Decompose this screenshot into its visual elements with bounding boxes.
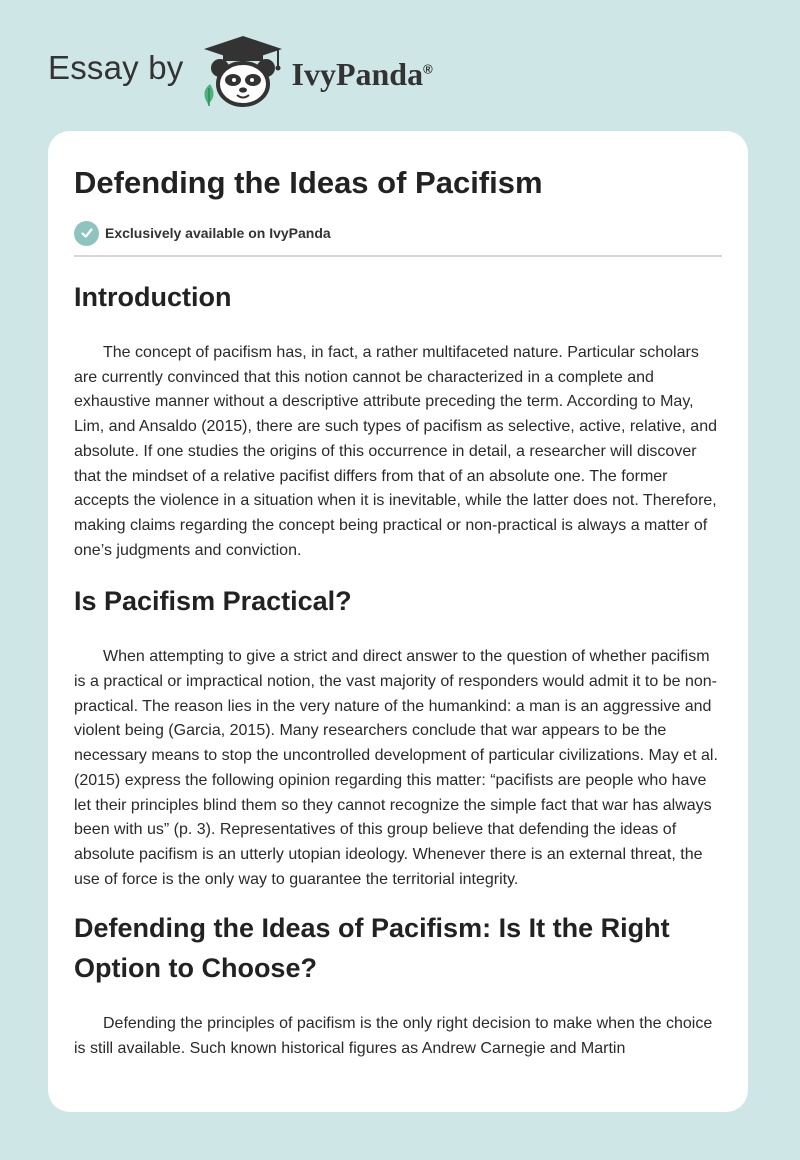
section-heading-introduction: Introduction	[74, 282, 232, 312]
brand-header[interactable]	[48, 34, 433, 110]
panda-logo-icon	[198, 34, 288, 110]
section-paragraph-defending: Defending the principles of pacifism is the only right decision to make when the choice is still available. Such known historical figures as Andrew Carnegie and Martin	[74, 1015, 713, 1058]
badge-text: Exclusively available on IvyPanda	[105, 225, 331, 241]
check-circle-icon	[74, 221, 99, 246]
brand-name: IvyPanda®	[291, 55, 433, 92]
exclusive-badge	[74, 220, 722, 246]
article-card	[48, 131, 748, 1112]
divider	[74, 255, 722, 257]
article-title: Defending the Ideas of Pacifism	[74, 165, 543, 200]
section-paragraph-practical: When attempting to give a strict and direct answer to the question of whether pacifism is a practical or impractical notion, the vast majority of responders would admit it to be non-practical. The reason lies in the very nature of the humankind: a man is an aggressive and violent being (Garcia, 2015). Many researchers conclude that war appears to be the necessary means to stop the uncontrolled development of particular civilizations. May et al. (2015) express the following opinion regarding this matter: “pacifists are people who have let their principles blind them so they cannot recognize the simple fact that war has always been with us” (p. 3). Representatives of this group believe that defending the ideas of absolute pacifism is an utterly utopian ideology. Whenever there is an external threat, the use of force is the only way to guarantee the territorial integrity.	[74, 648, 718, 888]
section-heading-defending: Defending the Ideas of Pacifism: Is It the Right Option to Choose?	[74, 913, 670, 984]
section-paragraph-introduction: The concept of pacifism has, in fact, a rather multifaceted nature. Particular scholars are currently convinced that this notion cannot be characterized in a complete and exhaustive manner without a descriptive attribute preceding the term. According to May, Lim, and Ansaldo (2015), there are such types of pacifism as selective, active, relative, and absolute. If one studies the origins of this occurrence in detail, a researcher will discover that the mindset of a relative pacifist differs from that of an absolute one. The former accepts the violence in a situation when it is inevitable, while the latter does not. Therefore, making claims regarding the concept being practical or non-practical is always a matter of one’s judgments and conviction.	[74, 344, 717, 559]
section-heading-practical: Is Pacifism Practical?	[74, 586, 352, 617]
brand-prefix: Essay by	[48, 49, 184, 86]
